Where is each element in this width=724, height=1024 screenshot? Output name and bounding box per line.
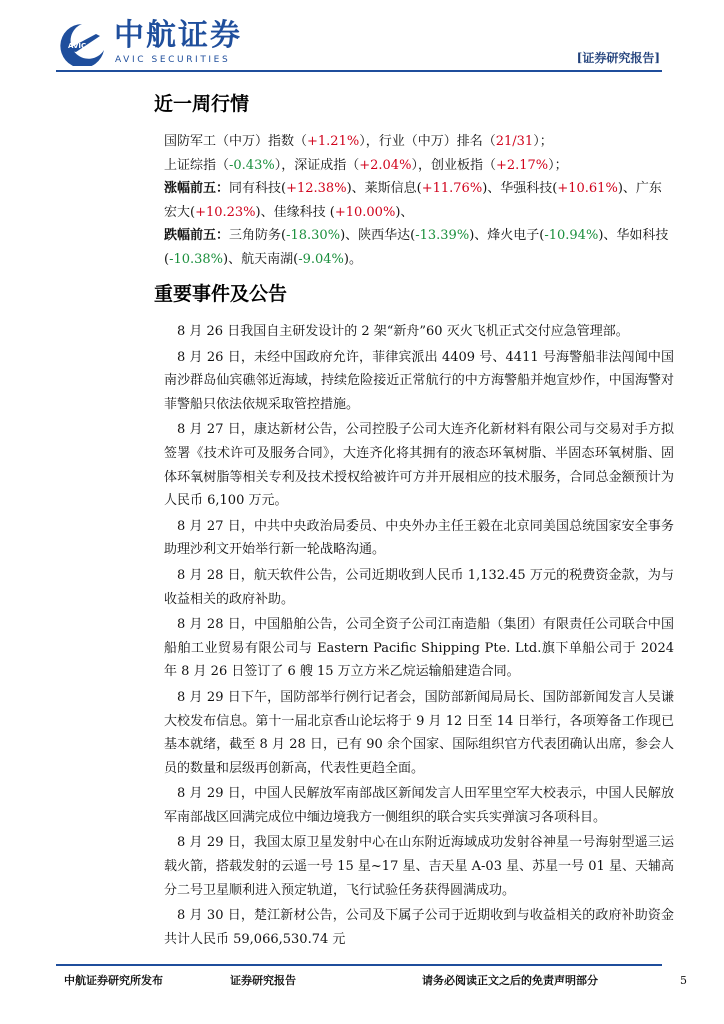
gainer-name: 华强科技( (500, 181, 558, 196)
text: 上证综指（ (164, 157, 230, 173)
footer-divider (56, 964, 662, 966)
report-type-tag: [证券研究报告] (576, 51, 660, 65)
event-paragraph: 8 月 26 日我国自主研发设计的 2 架“新舟”60 灭火飞机正式交付应急管理部。 (177, 324, 629, 339)
avic-logo-icon (56, 20, 108, 66)
loser-name: 三角防务( (229, 228, 287, 243)
events-list (164, 320, 674, 953)
text: ）； (548, 157, 568, 173)
footer-publisher: 中航证券研究所发布 (64, 974, 163, 987)
header-divider (56, 70, 662, 72)
sector-rank-value: 21/31 (495, 134, 534, 149)
loser-value: -10.94% (544, 228, 599, 243)
gainer-name: 同有科技( (229, 181, 287, 196)
gainer-value: +11.76% (421, 181, 483, 196)
loser-name: 陕西华达( (358, 228, 416, 243)
market-index-line (164, 154, 674, 178)
footer-disclaimer: 请务必阅读正文之后的免责声明部分 (422, 974, 598, 987)
sse-change-value: -0.43% (229, 157, 275, 173)
chinext-change-value: +2.17% (495, 157, 549, 173)
page-number: 5 (680, 974, 687, 987)
text: ），深证成指（ (274, 157, 360, 173)
gainer-name: 莱斯信息( (364, 181, 422, 196)
gainers-label: 涨幅前五： (164, 181, 230, 196)
page-header (0, 0, 724, 80)
logo-english-text: AVIC SECURITIES (115, 55, 231, 65)
event-paragraph: 8 月 27 日，康达新材公告，公司控股子公司大连齐化新材料有限公司与交易对手方拟签署《技术许可及服务合同》，大连齐化将其拥有的液态环氧树脂、半固态环氧树脂、固体环氧树脂等相关专利及技术授权给被许可方并开展相应的技术服务，合同总金额预计为人民币 6,100 万元。 (164, 422, 674, 509)
gainer-name: 广东宏大( (164, 181, 662, 220)
text: ）； (533, 134, 553, 149)
text: ），行业（中万）排名（ (359, 134, 496, 149)
loser-name: 华如科技( (164, 228, 669, 267)
loser-name: 航天南湖( (241, 251, 299, 267)
top-gainers-line (164, 177, 674, 224)
event-paragraph: 8 月 27 日，中共中央政治局委员、中央外办主任王毅在北京同美国总统国家安全事务助理沙利文开始举行新一轮战略沟通。 (164, 518, 674, 558)
text: )、 (482, 181, 501, 196)
text: )、 (255, 204, 274, 220)
weekly-market-title: 近一周行情 (154, 93, 250, 115)
text: )、 (469, 228, 488, 243)
gainer-value: +10.00% (334, 204, 396, 220)
logo-chinese-text: 中航证券 (114, 18, 242, 53)
loser-value: -13.39% (415, 228, 470, 243)
svg-text:AVIC: AVIC (68, 42, 87, 50)
event-paragraph: 8 月 26 日，未经中国政府允许，菲律宾派出 4409 号、4411 号海警船非法闯闻中国南沙群岛仙宾礁邻近海域，持续危险接近正常航行的中方海警船并炮宣炒作，中国海警对菲警船只依法依规采取管控措施。 (164, 349, 674, 412)
event-paragraph: 8 月 28 日，中国船舶公告，公司全资子公司江南造船（集团）有限责任公司联合中国船舶工业贸易有限公司与 Eastern Pacific Shipping Pte. Ltd.旗下单船公司于 2024 年 8 月 26 日签订了 6 艘 15 万立方米乙烷运输船建造合同。 (164, 617, 674, 680)
top-losers-line (164, 224, 674, 271)
loser-name: 烽火电子( (487, 228, 545, 243)
gainer-name: 佳缘科技 ( (273, 204, 335, 220)
text: )、 (395, 204, 414, 220)
footer-report-type: 证券研究报告 (230, 974, 296, 987)
text: ），创业板指（ (411, 157, 496, 173)
losers-label: 跌幅前五： (164, 228, 230, 243)
sector-index-line (164, 130, 674, 154)
sector-change-value: +1.21% (307, 134, 360, 149)
text: )、 (223, 251, 242, 267)
text: )、 (346, 181, 365, 196)
loser-value: -10.38% (169, 251, 224, 267)
text: 国防军工（中万）指数（ (164, 134, 308, 149)
text: )、 (617, 181, 636, 196)
events-section-title: 重要事件及公告 (154, 283, 288, 305)
event-paragraph: 8 月 29 日，我国太原卫星发射中心在山东附近海域成功发射谷神星一号海射型遥三运载火箭，搭载发射的云遥一号 15 星~17 星、吉天星 A-03 星、苏星一号 01 星、天辅高分二号卫星顺利进入预定轨道，飞行试验任务获得圆满成功。 (164, 835, 674, 898)
event-paragraph: 8 月 28 日，航天软件公告，公司近期收到人民币 1,132.45 万元的税费资金款，为与收益相关的政府补助。 (164, 567, 674, 607)
text: )。 (343, 251, 362, 267)
weekly-market-block (164, 130, 674, 271)
szse-change-value: +2.04% (359, 157, 412, 173)
event-paragraph: 8 月 30 日，楚江新材公告，公司及下属子公司于近期收到与收益相关的政府补助资金共计人民币 59,066,530.74 元 (164, 908, 674, 947)
gainer-value: +12.38% (286, 181, 347, 196)
event-paragraph: 8 月 29 日下午，国防部举行例行记者会，国防部新闻局局长、国防部新闻发言人吴谦大校发布信息。第十一届北京香山论坛将于 9 月 12 日至 14 日举行，各项筹备工作现已基本就绪，截至 8 月 28 日，已有 90 余个国家、国际组织官方代表团确认出席，参会人员的数量和层级再创新高，代表性更趋全面。 (164, 689, 674, 776)
loser-value: -18.30% (286, 228, 341, 243)
loser-value: -9.04% (298, 251, 344, 267)
gainer-value: +10.61% (557, 181, 618, 196)
text: )、 (598, 228, 617, 243)
text: )、 (340, 228, 359, 243)
gainer-value: +10.23% (195, 204, 256, 220)
event-paragraph: 8 月 29 日，中国人民解放军南部战区新闻发言人田军里空军大校表示，中国人民解放军南部战区回满完成位中缅边境我方一侧组织的联合实兵实弹演习各项科目。 (164, 786, 674, 825)
